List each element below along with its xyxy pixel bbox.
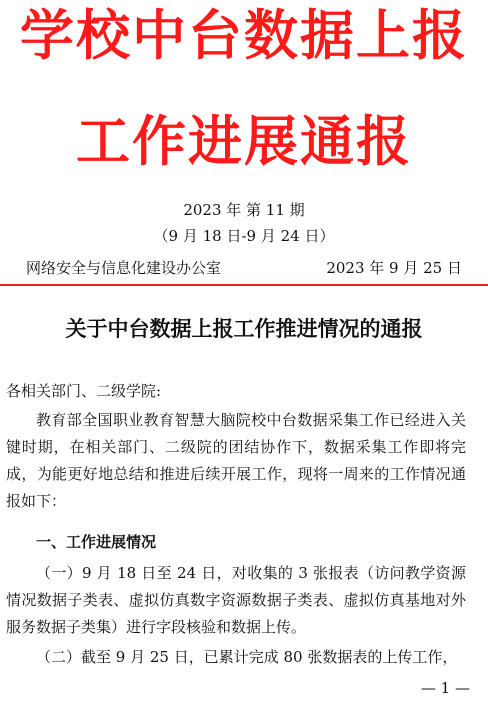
progress-item-1 [6,560,466,641]
document-title: 关于中台数据上报工作推进情况的通报 [65,316,423,341]
progress-item-1-text: （一）9 月 18 日至 24 日，对收集的 3 张报表（访问教学资源情况数据子类表、虚拟仿真数字资源数据子类表、虚拟仿真基地对外服务数据子类集）进行字段核验和数据上传。 [6,564,466,636]
page-number: — 1 — [420,679,470,697]
salutation [6,378,466,405]
intro-paragraph [6,407,466,515]
issuing-organization: 网络安全与信息化建设办公室 [26,259,222,277]
section-heading-progress: 一、工作进展情况 [36,533,157,551]
progress-item-2 [6,644,466,671]
masthead-title-line-1: 学校中台数据上报 [20,4,468,67]
issue-number: 2023 年 第 11 期 [183,201,305,219]
issue-date: 2023 年 9 月 25 日 [326,259,462,277]
red-divider-rule [0,284,488,286]
progress-item-2-text: （二）截至 9 月 25 日，已累计完成 80 张数据表的上传工作， [36,648,458,666]
masthead-title-line-2: 工作进展通报 [76,110,412,173]
issue-date-range: （9 月 18 日-9 月 24 日） [153,227,335,245]
intro-text: 教育部全国职业教育智慧大脑院校中台数据采集工作已经进入关键时期，在相关部门、二级院的团结协作下，数据采集工作即将完成，为能更好地总结和推进后续开展工作，现将一周来的工作情况通报如下： [6,411,466,510]
salutation-text: 各相关部门、二级学院: [6,382,162,400]
